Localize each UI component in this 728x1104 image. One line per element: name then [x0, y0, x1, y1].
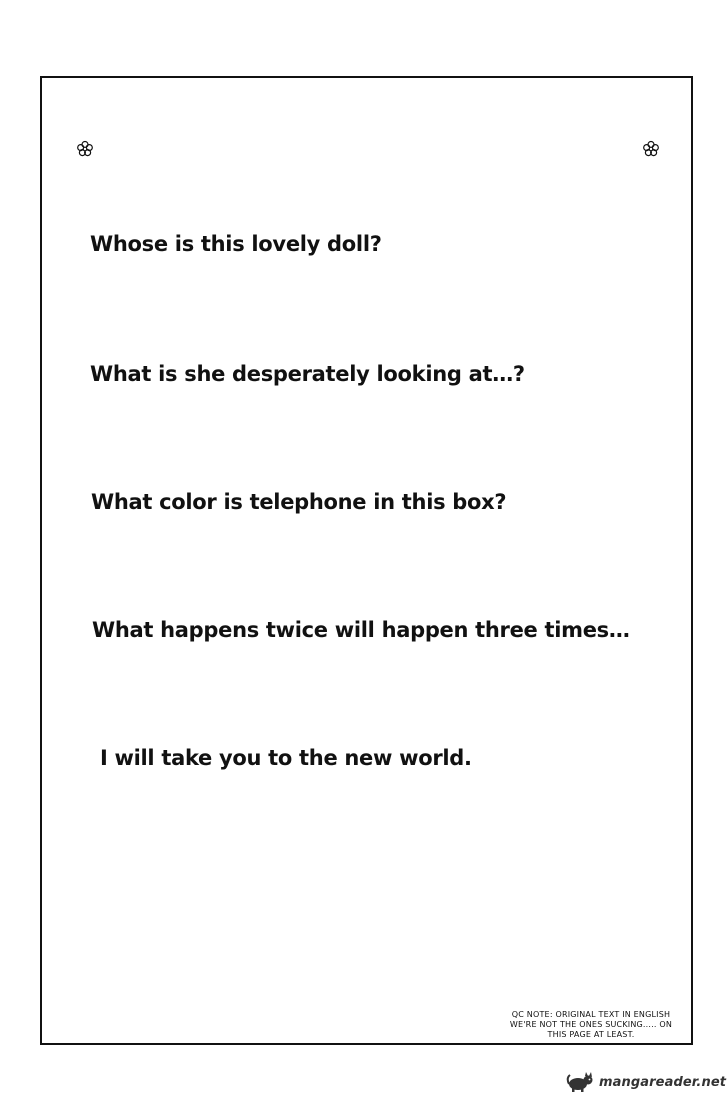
text-line-1: Whose is this lovely doll?: [90, 232, 382, 256]
text-line-5: I will take you to the new world.: [100, 746, 472, 770]
text-line-2: What is she desperately looking at…?: [90, 362, 525, 386]
qc-note-line-2: WE'RE NOT THE ONES SUCKING..... ON: [509, 1020, 673, 1029]
watermark-text: mangareader.net: [599, 1074, 727, 1090]
qc-note-line-1: QC NOTE: ORIGINAL TEXT IN ENGLISH: [511, 1010, 671, 1019]
cat-logo-icon: [566, 1072, 596, 1092]
watermark: [566, 1072, 726, 1092]
qc-note-line-3: THIS PAGE AT LEAST.: [547, 1030, 635, 1039]
qc-note: [490, 1010, 692, 1040]
text-line-3: What color is telephone in this box?: [91, 490, 507, 514]
text-line-4: What happens twice will happen three times…: [92, 618, 630, 642]
page-frame: [40, 76, 693, 1045]
flower-icon: [76, 140, 94, 158]
flower-icon: [642, 140, 660, 158]
